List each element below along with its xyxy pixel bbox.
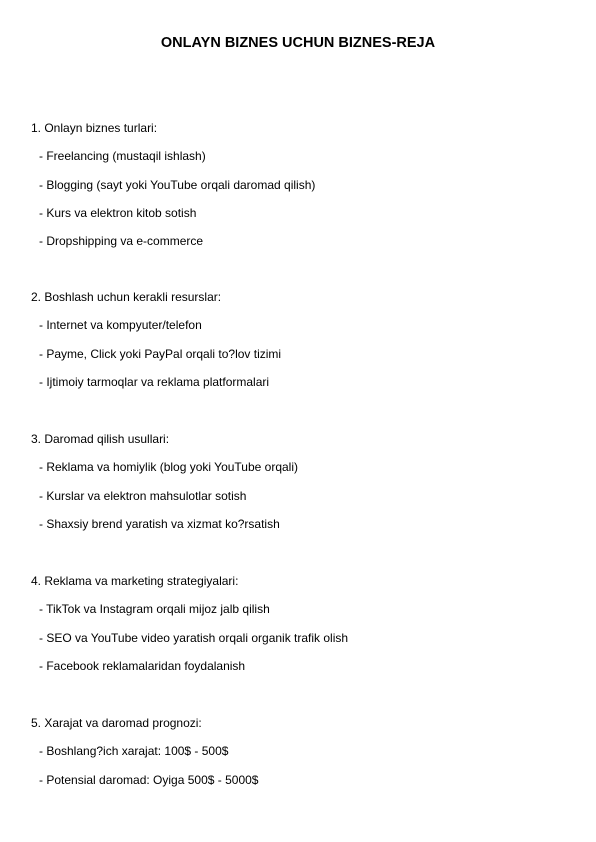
section-heading: 3. Daromad qilish usullari: [31,432,170,446]
list-item: - Blogging (sayt yoki YouTube orqali daromad qilish) [39,177,316,192]
list-item: - Kurslar va elektron mahsulotlar sotish [39,488,247,503]
list-item: - Boshlang?ich xarajat: 100$ - 500$ [39,744,229,759]
list-item: - TikTok va Instagram orqali mijoz jalb qilish [39,602,270,617]
list-item: - Ijtimoiy tarmoqlar va reklama platformalari [39,374,270,389]
section-list [31,318,571,389]
list-item: - Reklama va homiylik (blog yoki YouTube orqali) [39,460,299,475]
section-heading: 1. Onlayn biznes turlari: [31,121,158,135]
section-business-types [31,121,571,248]
list-item: - Potensial daromad: Oyiga 500$ - 5000$ [39,772,259,787]
list-item: - Facebook reklamalaridan foydalanish [39,658,246,673]
section-list [31,149,571,248]
list-item: - Dropshipping va e-commerce [39,234,204,249]
section-income-methods [31,432,571,531]
section-heading: 5. Xarajat va daromad prognozi: [31,716,202,730]
list-item: - Shaxsiy brend yaratish va xizmat ko?rsatish [39,516,280,531]
section-marketing [31,574,571,673]
section-list [31,460,571,531]
section-list [31,602,571,673]
list-item: - Kurs va elektron kitob sotish [39,205,197,220]
list-item: - SEO va YouTube video yaratish orqali organik trafik olish [39,630,349,645]
section-resources [31,290,571,389]
section-list [31,744,571,786]
list-item: - Payme, Click yoki PayPal orqali to?lov tizimi [39,346,282,361]
section-heading: 2. Boshlash uchun kerakli resurslar: [31,290,222,304]
list-item: - Freelancing (mustaqil ishlash) [39,149,206,164]
section-forecast [31,716,571,787]
document-title: ONLAYN BIZNES UCHUN BIZNES-REJA [160,35,436,51]
list-item: - Internet va kompyuter/telefon [39,318,202,333]
section-heading: 4. Reklama va marketing strategiyalari: [31,574,239,588]
